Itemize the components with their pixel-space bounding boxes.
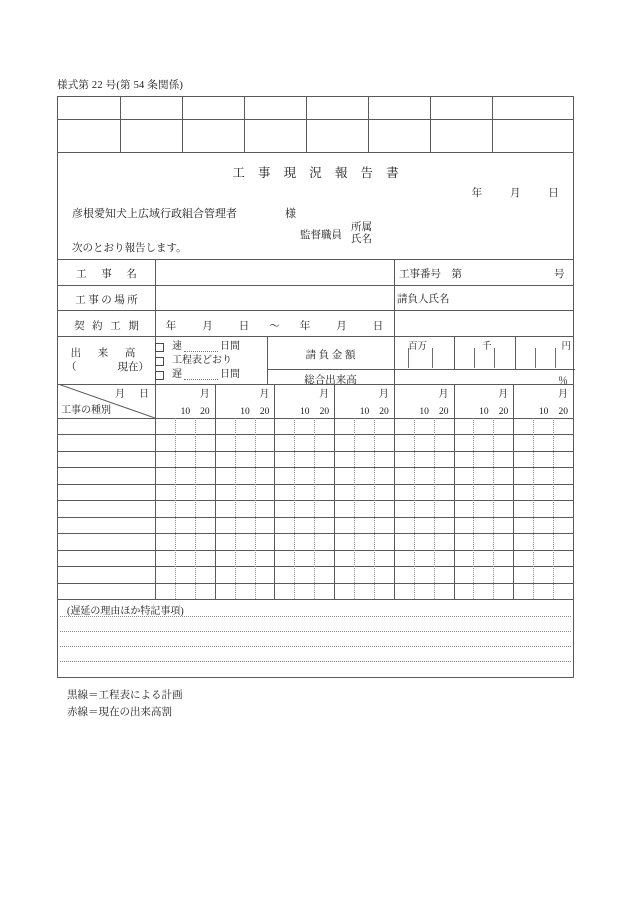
calendar-row-divider (58, 500, 573, 501)
calendar-day-tick: 20 (498, 407, 509, 417)
work-number-label: 工事番号 第 (399, 269, 462, 280)
calendar-body (58, 418, 573, 599)
calendar-month-header-2 (215, 384, 275, 418)
progress-label-line1: 出 来 高 (70, 348, 143, 359)
supervisor-name-label: 氏名 (351, 234, 372, 246)
money-digit-tick-2 (432, 348, 433, 368)
stamp-grid-col-4 (306, 97, 307, 152)
amount-digit-grid[interactable] (394, 336, 575, 369)
remarks-writing-line-3 (60, 646, 571, 647)
period-start-day: 日 (238, 321, 250, 332)
supervisor-label: 監督職員 (300, 229, 342, 241)
calendar-month-col-divider-2 (215, 418, 216, 599)
calendar-day-subdivider (374, 418, 375, 599)
percent-sign: ％ (558, 376, 568, 387)
page-title: 工 事 現 況 報 告 書 (232, 166, 404, 180)
calendar-month-label: 月 (319, 389, 330, 400)
calendar-day-ticks (394, 407, 454, 417)
calendar-month-label: 月 (438, 389, 449, 400)
calendar-header (58, 384, 573, 418)
calendar-day-tick (215, 407, 236, 417)
calendar-day-subdivider (473, 418, 474, 599)
money-group-sep-2 (515, 336, 516, 369)
calendar-corner-kind: 工事の種別 (61, 405, 111, 416)
calendar-day-tick: 10 (359, 407, 370, 417)
work-info-section (58, 259, 573, 336)
calendar-corner-cell (58, 384, 155, 418)
checkbox-fast-icon[interactable] (155, 343, 164, 352)
calendar-label-col-divider (155, 418, 156, 599)
period-end-day: 日 (372, 321, 384, 332)
money-group-sep-1 (454, 336, 455, 369)
money-digit-tick-6 (555, 348, 556, 368)
remarks-title: (遅延の理由ほか特記事項) (67, 606, 184, 617)
calendar-day-tick: 10 (479, 407, 489, 417)
checkbox-late-icon[interactable] (155, 371, 164, 380)
info-right-divider (58, 285, 573, 286)
calendar-month-col-divider-5 (394, 418, 395, 599)
calendar-month-label: 月 (199, 389, 210, 400)
calendar-day-ticks (274, 407, 334, 417)
remarks-writing-line-1 (60, 616, 571, 617)
progress-label-line2 (58, 361, 155, 375)
calendar-day-subdivider (533, 418, 534, 599)
calendar-day-subdivider (294, 418, 295, 599)
addressee-honorific: 様 (285, 208, 296, 220)
stamp-grid-col-2 (182, 97, 183, 152)
work-name-label: 工 事 名 (76, 269, 143, 280)
report-statement: 次のとおり報告します。 (72, 243, 187, 254)
calendar-month-col-divider-6 (454, 418, 455, 599)
check-fast-label: 速 (172, 341, 182, 352)
calendar-day-tick: 10 (300, 407, 310, 417)
legend-red-line: 赤線＝現在の出来高割 (67, 707, 172, 718)
period-start-year: 年 (165, 321, 177, 332)
work-place-label: 工事の場所 (75, 295, 141, 306)
calendar-day-tick (454, 407, 475, 417)
form-number: 様式第 22 号(第 54 条関係) (57, 80, 184, 91)
calendar-month-header-4 (334, 384, 394, 418)
calendar-month-header-3 (274, 384, 334, 418)
calendar-day-tick: 20 (259, 407, 270, 417)
calendar-day-subdivider (314, 418, 315, 599)
calendar-day-tick: 10 (180, 407, 191, 417)
calendar-month-col-divider-3 (274, 418, 275, 599)
check-fast-unit: 日間 (220, 341, 240, 352)
check-late-unit: 日間 (220, 369, 240, 381)
schedule-check-group (155, 340, 267, 383)
calendar-month-col-divider-4 (334, 418, 335, 599)
stamp-grid-col-1 (120, 97, 121, 152)
calendar-row-divider (58, 517, 573, 518)
checkbox-on-schedule-icon[interactable] (155, 357, 164, 366)
calendar-month-header-7 (513, 384, 573, 418)
approval-stamp-grid (58, 97, 573, 152)
calendar-month-header-1 (155, 384, 215, 418)
calendar-day-tick: 20 (379, 407, 389, 417)
calendar-month-label: 月 (378, 389, 389, 400)
period-start-month: 月 (202, 321, 213, 332)
money-unit-million: 百万 (408, 342, 428, 352)
progress-label (58, 347, 155, 375)
money-digit-tick-4 (494, 348, 495, 368)
contract-period-label: 契 約 工 期 (74, 321, 142, 332)
stamp-grid-col-6 (430, 97, 431, 152)
addressee-line (72, 205, 296, 221)
work-number-suffix: 号 (554, 269, 565, 280)
money-unit-thousand: 千 (482, 342, 492, 352)
calendar-row-divider (58, 583, 573, 584)
calendar-row-divider (58, 533, 573, 534)
calendar-day-subdivider (493, 418, 494, 599)
calendar-day-tick (155, 407, 176, 417)
legend-black-line: 黒線＝工程表による計画 (67, 690, 183, 701)
calendar-month-label: 月 (498, 389, 509, 400)
calendar-day-tick (394, 407, 415, 417)
stamp-grid-row-divider (58, 119, 573, 120)
corner-day-label: 日 (139, 389, 149, 400)
progress-paren: （ (66, 362, 77, 374)
supervisor-block (300, 222, 372, 247)
calendar-month-label: 月 (259, 389, 270, 400)
contract-amount-label: 請 負 金 額 (305, 350, 356, 361)
calendar-row-divider (58, 451, 573, 452)
calendar-month-header-6 (454, 384, 514, 418)
calendar-day-tick: 10 (240, 407, 250, 417)
check-late-label: 遅 (172, 369, 182, 381)
money-digit-tick-3 (474, 348, 475, 368)
calendar-day-ticks (155, 407, 215, 417)
addressee-name: 彦根愛知犬上広域行政組合管理者 (72, 208, 237, 220)
date-day: 日 (548, 188, 559, 199)
calendar-day-tick (513, 407, 534, 417)
calendar-day-subdivider (414, 418, 415, 599)
legend-block (67, 687, 183, 721)
date-month: 月 (509, 188, 521, 199)
calendar-row-divider (58, 566, 573, 567)
calendar-day-subdivider (255, 418, 256, 599)
calendar-row-divider (58, 467, 573, 468)
calendar-day-subdivider (354, 418, 355, 599)
calendar-day-tick (334, 407, 355, 417)
calendar-row-divider (58, 550, 573, 551)
calendar-row-divider (58, 434, 573, 435)
supervisor-affiliation-label: 所属 (351, 222, 372, 233)
calendar-row-divider (58, 484, 573, 485)
calendar-month-label: 月 (557, 389, 568, 400)
remarks-writing-line-2 (60, 631, 571, 632)
calendar-day-ticks (454, 407, 514, 417)
stamp-grid-col-3 (244, 97, 245, 152)
calendar-day-tick: 20 (200, 407, 210, 417)
calendar-day-ticks (513, 407, 573, 417)
calendar-day-subdivider (195, 418, 196, 599)
progress-amount-section (58, 336, 573, 387)
info-right-col-divider (394, 259, 395, 336)
date-year: 年 (471, 188, 483, 199)
money-unit-yen: 円 (561, 342, 571, 352)
title-block (58, 152, 573, 259)
calendar-day-tick: 10 (538, 407, 549, 417)
check-row-late[interactable] (155, 368, 267, 382)
total-progress-label: 総合出来高 (304, 375, 357, 386)
calendar-day-ticks (334, 407, 394, 417)
money-digit-tick-5 (535, 348, 536, 368)
calendar-day-ticks (215, 407, 275, 417)
calendar-day-tick: 20 (558, 407, 568, 417)
period-end-month: 月 (336, 321, 347, 332)
calendar-month-header-5 (394, 384, 454, 418)
remarks-section[interactable] (58, 599, 573, 679)
progress-now-label: 現在） (117, 362, 149, 374)
stamp-grid-col-5 (368, 97, 369, 152)
stamp-grid-col-7 (492, 97, 493, 152)
calendar-day-tick: 20 (319, 407, 330, 417)
calendar-day-subdivider (553, 418, 554, 599)
amount-row-divider (267, 369, 575, 370)
remarks-writing-line-4 (60, 661, 571, 662)
info-divider-2 (58, 310, 573, 311)
calendar-day-tick: 20 (439, 407, 449, 417)
calendar-day-subdivider (235, 418, 236, 599)
calendar-corner-date (115, 385, 149, 400)
check-row-fast[interactable] (155, 340, 267, 354)
calendar-day-subdivider (434, 418, 435, 599)
calendar-day-subdivider (175, 418, 176, 599)
contractor-name-label: 請負人氏名 (397, 294, 450, 305)
check-row-on-schedule[interactable] (155, 354, 267, 368)
calendar-month-col-divider-7 (513, 418, 514, 599)
calendar-day-tick (274, 407, 295, 417)
contract-period-value (155, 318, 394, 333)
form-frame (57, 96, 574, 678)
date-line (472, 185, 559, 200)
money-digit-tick-1 (408, 348, 409, 368)
corner-month-label: 月 (115, 389, 125, 400)
calendar-day-tick: 10 (419, 407, 429, 417)
period-end-year: 年 (299, 321, 311, 332)
period-tilde: ～ (269, 321, 280, 332)
check-on-schedule-label: 工程表どおり (172, 355, 232, 367)
